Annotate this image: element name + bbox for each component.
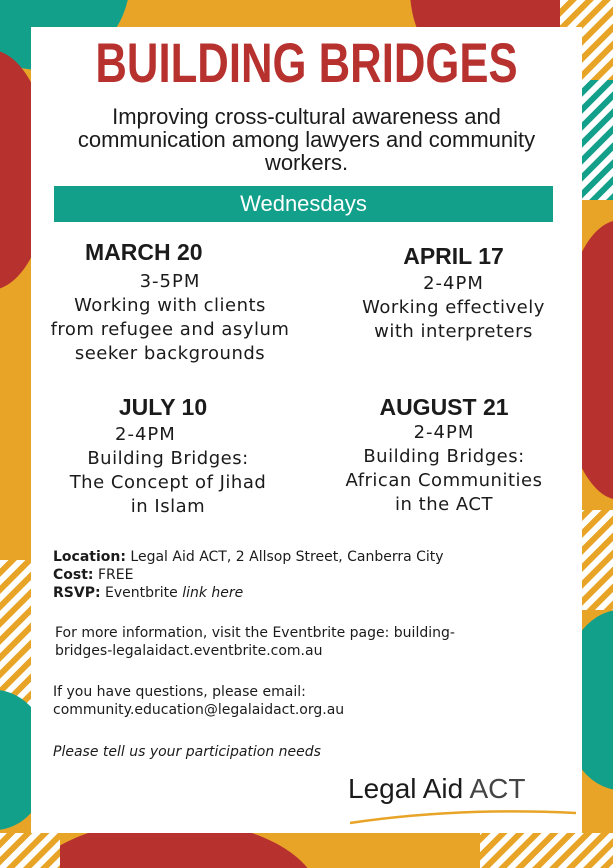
session-topic-line: The Concept of Jihad: [69, 472, 267, 493]
participation-note: [53, 743, 321, 761]
questions-info: [53, 683, 344, 719]
cost-value: FREE: [97, 567, 134, 583]
more-info-line: For more information, visit the Eventbrite page: building-: [55, 625, 455, 641]
session-topic-line: from refugee and asylum: [50, 319, 290, 340]
session-august-21: [327, 393, 561, 517]
session-topic-line: Working effectively: [362, 297, 545, 318]
session-date: AUGUST 21: [379, 394, 509, 420]
session-july-10: [39, 393, 297, 519]
session-date: JULY 10: [118, 394, 208, 420]
session-time: 3-5PM: [139, 271, 201, 292]
session-time: 2-4PM: [423, 273, 484, 294]
event-details: [53, 548, 444, 602]
contact-email[interactable]: community.education@legalaidact.org.au: [53, 702, 345, 718]
session-topic-line: Working with clients: [74, 295, 266, 316]
session-topic-line: seeker backgrounds: [74, 343, 266, 364]
session-time: 2-4PM: [115, 424, 176, 445]
session-topic-line: Building Bridges:: [87, 448, 249, 469]
cost-row: [53, 566, 444, 584]
logo-text-bold: Legal Aid: [348, 773, 464, 804]
more-info: [55, 624, 455, 660]
legal-aid-act-logo: [348, 767, 578, 827]
logo-text-light: ACT: [469, 773, 526, 804]
session-topic-line: with interpreters: [374, 321, 533, 342]
rsvp-label: RSVP:: [53, 585, 101, 601]
location-label: Location:: [53, 549, 126, 565]
location-row: [53, 548, 444, 566]
session-april-17: [331, 242, 576, 344]
flyer-card: [31, 27, 582, 833]
flyer-title: BUILDING BRIDGES: [95, 31, 518, 94]
rsvp-value: Eventbrite: [105, 585, 178, 601]
more-info-line[interactable]: bridges-legalaidact.eventbrite.com.au: [55, 643, 323, 659]
session-topic-line: in Islam: [130, 496, 206, 517]
day-banner: Wednesdays: [54, 186, 553, 222]
session-march-20: [39, 238, 301, 366]
location-value: Legal Aid ACT, 2 Allsop Street, Canberra City: [130, 549, 444, 565]
rsvp-row: [53, 584, 444, 602]
session-time: 2-4PM: [413, 422, 475, 443]
flyer-subtitle: Improving cross-cultural awareness and communication among lawyers and community workers.: [77, 104, 536, 175]
session-topic-line: Building Bridges:: [363, 446, 525, 467]
session-topic-line: African Communities: [345, 470, 543, 491]
session-date: APRIL 17: [403, 243, 504, 269]
session-topic-line: in the ACT: [395, 494, 493, 515]
questions-line: If you have questions, please email:: [53, 684, 306, 700]
cost-label: Cost:: [53, 567, 94, 583]
rsvp-link[interactable]: link here: [182, 585, 244, 601]
logo-swoosh-icon: [348, 805, 578, 827]
session-date: MARCH 20: [85, 239, 203, 265]
participation-text: Please tell us your participation needs: [53, 744, 321, 760]
